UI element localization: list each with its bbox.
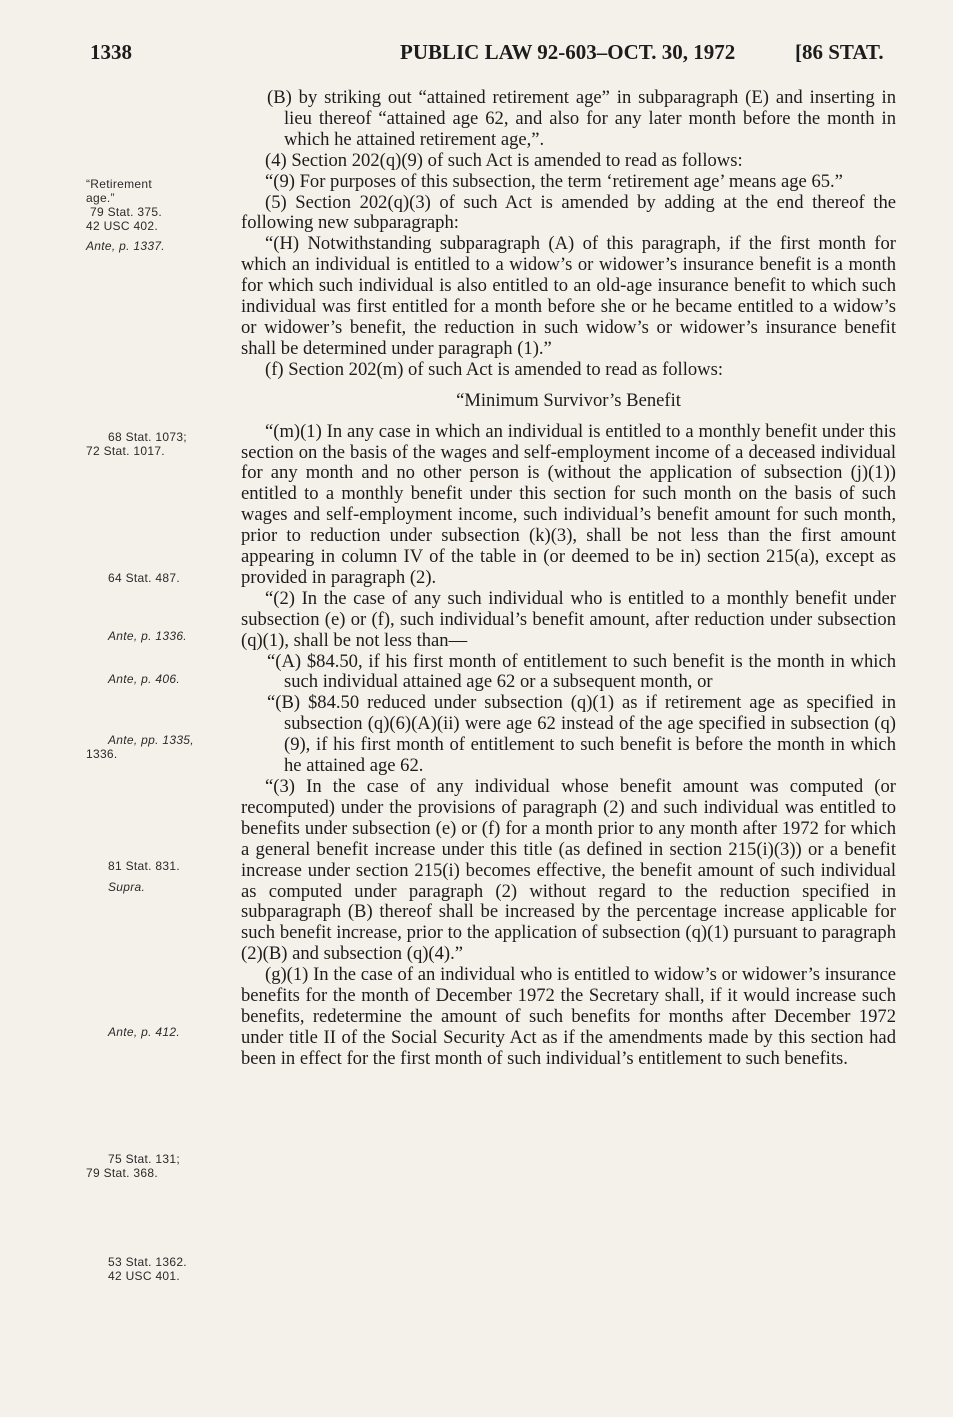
section-heading: “Minimum Survivor’s Benefit <box>456 389 681 411</box>
margin-note-ante-412 <box>86 1025 240 1039</box>
paragraph-b: (B) by striking out “attained retirement age” in subparagraph (E) and inserting in lieu thereof “attained age 62, and also for any later month before the month in which he attained retirement age,”. <box>267 87 896 150</box>
page-number: 1338 <box>90 40 132 64</box>
margin-note-line: age.” <box>86 191 115 205</box>
margin-note-75-stat <box>86 1152 240 1180</box>
paragraph-5: (5) Section 202(q)(3) of such Act is amended by adding at the end thereof the following new subparagraph: <box>241 191 896 234</box>
margin-note-retirement-age <box>86 177 218 233</box>
margin-note-53-stat <box>86 1255 240 1283</box>
margin-note-line: Ante, pp. 1335, <box>108 733 194 747</box>
margin-note-64-stat <box>86 571 240 585</box>
statute-body <box>241 88 896 1070</box>
paragraph-b2: “(B) $84.50 reduced under subsection (q)(1) as if retirement age as specified in subsection (q)(6)(A)(ii) were age 62 instead of the age specified in subsection (q)(9), if his first month of entitlement to such benefit is before the month in which he attained age 62. <box>267 692 896 777</box>
paragraph-h: “(H) Notwithstanding subparagraph (A) of this paragraph, if the first month for which an individual is entitled to a widow’s or widower’s insurance benefit is a month for which such individual is also entitled to an old-age insurance benefit to which such individual was first entitled for a month before she or he became entitled to a widow’s or widower’s benefit, the reduction in such widow’s or widower’s insurance benefit shall be determined under paragraph (1).” <box>241 233 896 359</box>
margin-note-line: “Retirement <box>86 177 152 191</box>
paragraph-m1: “(m)(1) In any case in which an individual is entitled to a monthly benefit under this section on the basis of the wages and self-employment income of a deceased individual for any month and no other person is (without the application of subsection (j)(1)) entitled to a monthly benefit under this section for such month on the basis of such wages and self-employment income, such individual’s benefit amount for such month, prior to reduction under subsection (k)(3), shall be not less than the first amount appearing in column IV of the table in (or deemed to be in) section 215(a), except as provided in paragraph (2). <box>241 420 896 588</box>
page-header <box>0 30 953 70</box>
paragraph-m2: “(2) In the case of any such individual who is entitled to a monthly benefit under subsection (e) or (f), such individual’s benefit amount, after reduction under subsection (q)(1), shall be not less than— <box>241 587 896 651</box>
paragraph-g1: (g)(1) In the case of an individual who is entitled to widow’s or widower’s insurance benefits for the month of December 1972 the Secretary shall, if it would increase such benefits, redetermine the amount of such benefits for months after December 1972 under title II of the Social Security Act as if the amendments made by this section had been in effect for the first month of such individual’s entitlement to such benefits. <box>241 964 896 1069</box>
stat-reference: [86 STAT. <box>795 40 884 64</box>
margin-note-line: 42 USC 402. <box>86 219 159 233</box>
margin-note-line: 53 Stat. 1362. <box>108 1255 187 1269</box>
margin-note-line: Supra. <box>108 880 146 894</box>
running-title: PUBLIC LAW 92-603–OCT. 30, 1972 <box>400 40 736 64</box>
margin-note-line: Ante, p. 406. <box>108 672 180 686</box>
paragraph-9: “(9) For purposes of this subsection, the term ‘retirement age’ means age 65.” <box>265 170 843 192</box>
margin-note-line: Ante, p. 1336. <box>108 629 187 643</box>
margin-note-line: 68 Stat. 1073; <box>108 430 187 444</box>
margin-note-line: 79 Stat. 368. <box>86 1166 158 1180</box>
margin-note-line: 42 USC 401. <box>108 1269 181 1283</box>
margin-note-ante-406 <box>86 672 240 686</box>
paragraph-4: (4) Section 202(q)(9) of such Act is amended to read as follows: <box>265 149 743 171</box>
margin-note-ante-1335 <box>86 733 240 761</box>
margin-note-ante-1336 <box>86 629 240 643</box>
paragraph-f: (f) Section 202(m) of such Act is amended to read as follows: <box>265 358 724 380</box>
margin-note-81-stat <box>86 859 240 873</box>
paragraph-a: “(A) $84.50, if his first month of entitlement to such benefit is the month in which such individual attained age 62 or a subsequent month, or <box>267 650 896 693</box>
margin-note-line: 81 Stat. 831. <box>108 859 180 873</box>
margin-note-line: Ante, p. 412. <box>108 1025 180 1039</box>
margin-note-line: 1336. <box>86 747 118 761</box>
margin-note-line: 79 Stat. 375. <box>90 205 162 219</box>
margin-note-ante-1337 <box>86 239 218 253</box>
margin-note-line: Ante, p. 1337. <box>86 239 165 253</box>
margin-note-line: 64 Stat. 487. <box>108 571 180 585</box>
margin-note-line: 72 Stat. 1017. <box>86 444 165 458</box>
margin-note-line: 75 Stat. 131; <box>108 1152 180 1166</box>
margin-note-68-stat <box>86 430 240 458</box>
margin-note-supra <box>86 880 240 894</box>
paragraph-m3: “(3) In the case of any individual whose benefit amount was computed (or recomputed) under the provisions of paragraph (2) and such individual was entitled to benefits under subsection (e) or (f) for a month prior to any month after 1972 for which a general benefit increase under this title (as defined in section 215(i)(3)) or a benefit increase under section 215(i) becomes effective, the benefit amount of such individual as computed under paragraph (2) without regard to the reduction specified in subparagraph (B) thereof shall be increased by the percentage increase applicable for such benefit increase, prior to the application of subsection (q)(1) pursuant to paragraph (2)(B) and subsection (q)(4).” <box>241 776 896 965</box>
